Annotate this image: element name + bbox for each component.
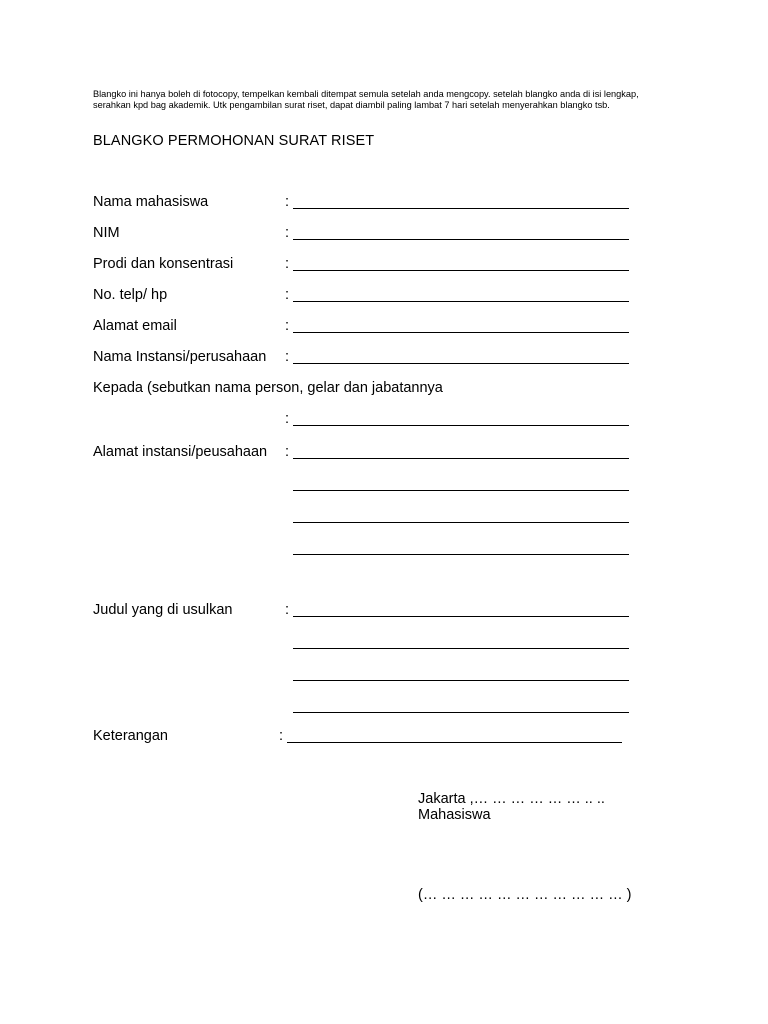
field-label: No. telp/ hp bbox=[93, 287, 168, 303]
judul-line-2[interactable] bbox=[293, 648, 629, 649]
alamat-line-3[interactable] bbox=[293, 522, 629, 523]
field-label: Judul yang di usulkan bbox=[93, 602, 233, 618]
colon: : bbox=[279, 728, 284, 744]
telp-line[interactable] bbox=[293, 301, 629, 302]
colon: : bbox=[285, 411, 290, 427]
form-title: BLANGKO PERMOHONAN SURAT RISET bbox=[93, 133, 375, 149]
field-label: Alamat email bbox=[93, 318, 177, 334]
field-label: Prodi dan konsentrasi bbox=[93, 256, 234, 272]
colon: : bbox=[285, 349, 290, 365]
alamat-line-4[interactable] bbox=[293, 554, 629, 555]
field-label: Keterangan bbox=[93, 728, 168, 744]
kepada-line[interactable] bbox=[293, 425, 629, 426]
keterangan-line[interactable] bbox=[287, 742, 622, 743]
signature-name-placeholder[interactable]: (… … … … … … … … … … … ) bbox=[418, 887, 632, 903]
colon: : bbox=[285, 318, 290, 334]
field-kepada-label: Kepada (sebutkan nama person, gelar dan jabatannya bbox=[93, 380, 443, 396]
alamat-line-1[interactable] bbox=[293, 458, 629, 459]
colon: : bbox=[285, 225, 290, 241]
colon: : bbox=[285, 602, 290, 618]
colon: : bbox=[285, 444, 290, 460]
email-line[interactable] bbox=[293, 332, 629, 333]
nim-line[interactable] bbox=[293, 239, 629, 240]
signature-role: Mahasiswa bbox=[418, 807, 491, 823]
colon: : bbox=[285, 287, 290, 303]
prodi-line[interactable] bbox=[293, 270, 629, 271]
field-label: Alamat instansi/peusahaan bbox=[93, 444, 268, 460]
judul-line-3[interactable] bbox=[293, 680, 629, 681]
colon: : bbox=[285, 256, 290, 272]
field-label: Nama mahasiswa bbox=[93, 194, 209, 210]
alamat-line-2[interactable] bbox=[293, 490, 629, 491]
nama-mahasiswa-line[interactable] bbox=[293, 208, 629, 209]
judul-line-1[interactable] bbox=[293, 616, 629, 617]
colon: : bbox=[285, 194, 290, 210]
instansi-line[interactable] bbox=[293, 363, 629, 364]
place-date: Jakarta ,… … … … … … .. .. bbox=[418, 791, 605, 807]
field-label: NIM bbox=[93, 225, 120, 241]
field-label: Nama Instansi/perusahaan bbox=[93, 349, 267, 365]
judul-line-4[interactable] bbox=[293, 712, 629, 713]
instruction-note: Blangko ini hanya boleh di fotocopy, tempelkan kembali ditempat semula setelah anda mengcopy. setelah blangko anda di isi lengkap, serahkan kpd bag akademik. Utk pengambilan surat riset, dapat diambil paling lambat 7 hari setelah menyerahkan blangko tsb. bbox=[93, 89, 639, 110]
